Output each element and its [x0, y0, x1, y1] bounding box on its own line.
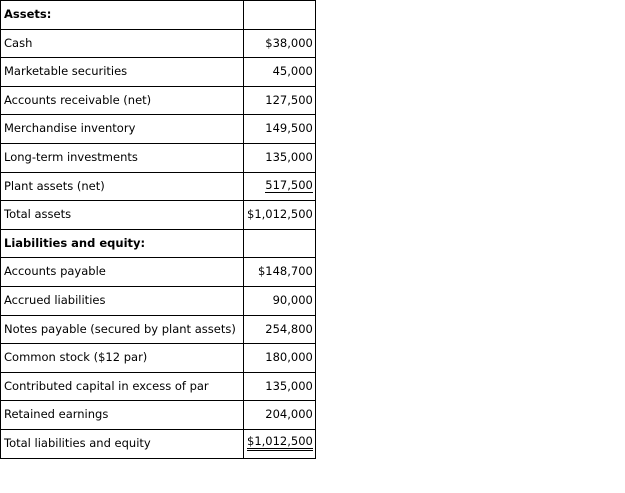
table-row: [1, 29, 316, 58]
row-amount: [244, 1, 316, 30]
row-amount: 135,000: [244, 143, 316, 172]
balance-sheet-table: [0, 0, 316, 459]
row-amount: 149,500: [244, 115, 316, 144]
row-amount: 204,000: [244, 401, 316, 430]
table-row: [1, 143, 316, 172]
table-row: [1, 344, 316, 373]
row-amount: 254,800: [244, 315, 316, 344]
subtotal-underline: 517,500: [265, 177, 313, 192]
table-row: [1, 86, 316, 115]
table-row-liabilities-header: [1, 229, 316, 258]
table-row: [1, 115, 316, 144]
row-amount: 45,000: [244, 58, 316, 87]
row-label: Contributed capital in excess of par: [1, 372, 244, 401]
table-row: [1, 401, 316, 430]
row-label: Accounts payable: [1, 258, 244, 287]
row-label: Retained earnings: [1, 401, 244, 430]
table-row: [1, 372, 316, 401]
row-amount: $38,000: [244, 29, 316, 58]
row-label: Plant assets (net): [1, 172, 244, 201]
row-amount: $148,700: [244, 258, 316, 287]
row-amount: 90,000: [244, 286, 316, 315]
row-label: Common stock ($12 par): [1, 344, 244, 373]
row-amount: 180,000: [244, 344, 316, 373]
row-amount: 127,500: [244, 86, 316, 115]
row-label: Long-term investments: [1, 143, 244, 172]
total-double-underline: $1,012,500: [247, 436, 313, 452]
table-row: [1, 315, 316, 344]
table-row-assets-header: [1, 1, 316, 30]
row-label: Liabilities and equity:: [1, 229, 244, 258]
row-amount: [244, 229, 316, 258]
row-label: Cash: [1, 29, 244, 58]
table-row-total-assets: [1, 201, 316, 230]
row-label: Accounts receivable (net): [1, 86, 244, 115]
row-amount: 135,000: [244, 372, 316, 401]
table-row-total-liabilities-equity: [1, 429, 316, 458]
row-label: Total liabilities and equity: [1, 429, 244, 458]
row-label: Notes payable (secured by plant assets): [1, 315, 244, 344]
table-row: [1, 286, 316, 315]
table-row: [1, 258, 316, 287]
row-amount: $1,012,500: [244, 201, 316, 230]
row-label: Assets:: [1, 1, 244, 30]
row-amount-double-underlined: [244, 429, 316, 458]
row-label: Merchandise inventory: [1, 115, 244, 144]
table-row: [1, 172, 316, 201]
table-row: [1, 58, 316, 87]
row-label: Marketable securities: [1, 58, 244, 87]
row-label: Accrued liabilities: [1, 286, 244, 315]
row-amount-underlined: [244, 172, 316, 201]
row-label: Total assets: [1, 201, 244, 230]
